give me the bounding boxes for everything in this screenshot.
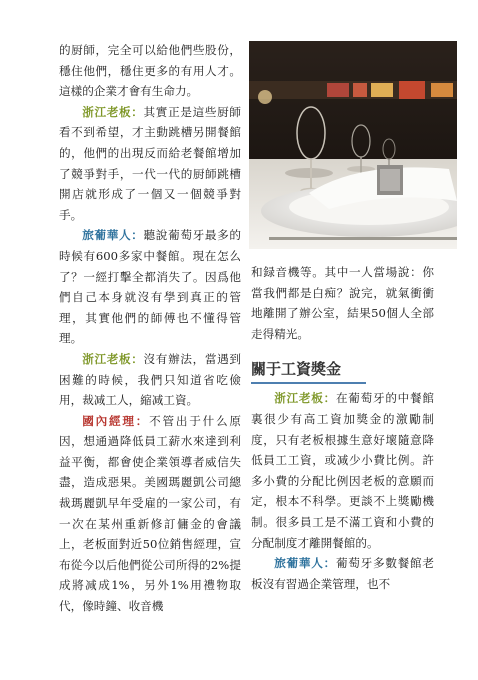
speaker-label: 旅葡華人： [82,228,144,243]
paragraph [251,388,434,553]
paragraph [59,349,241,411]
table-setting-illustration [249,41,457,249]
speaker-label: 浙江老板： [274,391,336,406]
paragraph-text: 葡萄牙多數餐館老板沒有習過企業管理，也不 [251,556,434,591]
paragraph-text: 的厨師，完全可以給他們些股份，穩住他們，穩住更多的有用人才。這樣的企業才會有生命力。 [59,43,241,99]
paragraph-text: 和録音機等。其中一人當場說：你當我們都是白痴？說完，就氣衝衝地離開了辦公室，結果50個人全部走得精光。 [251,265,434,341]
paragraph [59,225,241,349]
paragraph [251,262,434,344]
paragraph [251,553,434,594]
paragraph-text: 其實正是這些厨師看不到希望，才主動跳槽另開餐館的，他們的出現反而給老餐館增加了競爭對手，一代一代的厨師跳槽開店就形成了一個又一個競爭對手。 [59,104,241,222]
section-divider [251,382,366,384]
paragraph-text: 在葡萄牙的中餐館裏很少有高工資加獎金的激勵制度，只有老板根據生意好壞隨意降低員工工資，或减少小費比例。許多小費的分配比例因老板的意願而定，根本不科學。更談不上獎勵機制。很多員工是不滿工資和小費的分配制度才離開餐館的。 [251,391,434,550]
restaurant-table-photo [249,41,457,249]
left-column [59,40,241,617]
paragraph [59,40,241,102]
speaker-label: 國內經理： [82,413,150,428]
paragraph [59,102,241,226]
speaker-label: 旅葡華人： [274,556,336,571]
speaker-label: 浙江老板： [82,351,144,366]
paragraph-text: 聽說葡萄牙最多的時候有600多家中餐館。現在怎么了？一經打擊全都消失了。因爲他們自己本身就沒有學到真正的管理，其實他們的師傅也不懂得管理。 [59,228,241,346]
section-heading: 關于工資獎金 [251,360,342,379]
paragraph-text: 不管出于什么原因，想通過降低員工薪水來達到利益平衡，都會使企業領導者威信失盡，造成惡果。美國瑪麗凱公司總裁瑪麗凱早年受雇的一家公司，有一次在某州重新修訂傭金的會議上，老板面對近50位銷售經理，宣布從今以后他們從公司所得的2%提成將减成1%，另外1%用禮物取代，像時鐘、收音機 [59,413,241,614]
right-column [251,262,434,594]
paragraph [59,411,241,617]
speaker-label: 浙江老板： [82,104,144,119]
paragraph-text: 沒有辦法，當遇到困難的時候，我們只知道省吃儉用，裁减工人，縮减工資。 [59,351,241,408]
